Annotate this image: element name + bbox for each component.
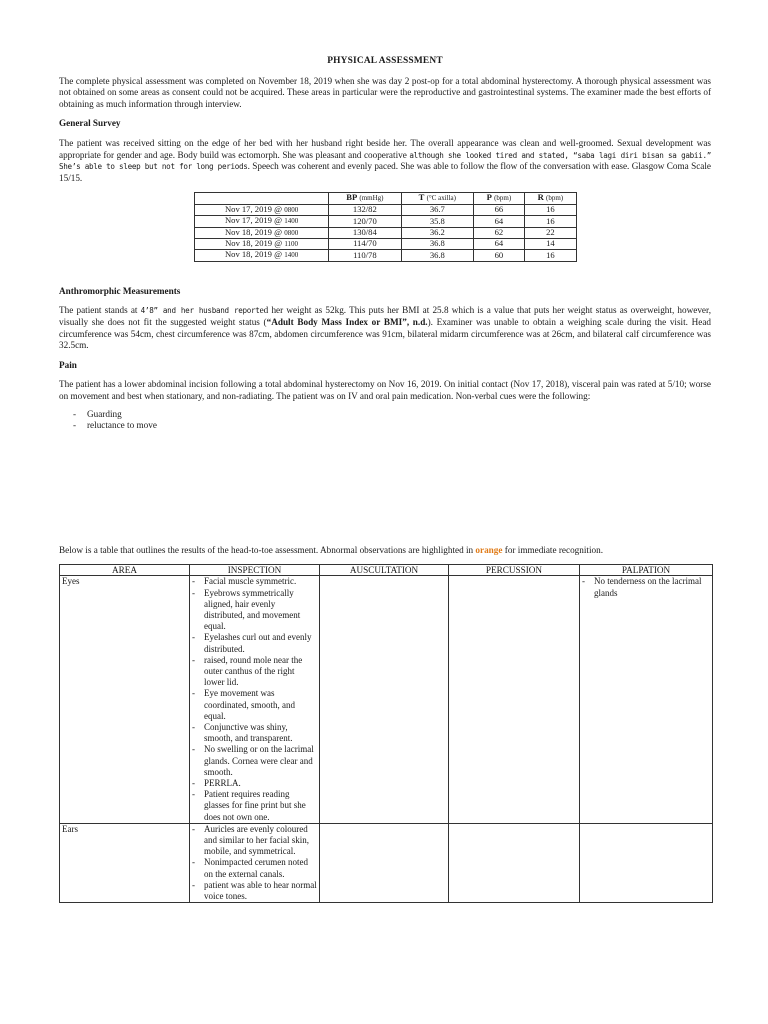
vitals-bp: 120/70 <box>329 216 401 227</box>
vitals-temp: 36.7 <box>401 204 474 215</box>
pain-paragraph: The patient has a lower abdominal incision following a total abdominal hysterectomy on Nov 16, 2019. On initial contact (Nov 17, 2018), visceral pain was rated at 5/10; worse on movement and best when stationary, and non-radiating. The patient was on IV and oral pain medication. Non-verbal cues were the following: <box>59 379 711 401</box>
vitals-row <box>195 238 577 249</box>
head-to-toe-table <box>59 564 713 903</box>
vitals-pulse: 64 <box>474 216 525 227</box>
palpation-cell <box>580 823 713 902</box>
vitals-row <box>195 250 577 261</box>
vitals-temp: 36.8 <box>401 250 474 261</box>
inspection-cell <box>190 823 320 902</box>
vitals-resp: 16 <box>524 250 576 261</box>
percussion-cell <box>449 576 580 823</box>
header-inspection: INSPECTION <box>190 565 320 576</box>
list-item: - Nonimpacted cerumen noted on the external canals. <box>192 857 317 879</box>
header-area: AREA <box>60 565 190 576</box>
vitals-datetime: Nov 18, 2019 @ 0800 <box>195 227 329 238</box>
list-item: - No swelling or on the lacrimal glands. Cornea were clear and smooth. <box>192 744 317 778</box>
list-item: - reluctance to move <box>59 420 711 432</box>
list-item: - No tenderness on the lacrimal glands <box>582 576 710 598</box>
vitals-header-r: R (bpm) <box>524 193 576 204</box>
anthro-text-b: ed her weight as 52kg. This puts her BMI at 25.8 which is a value that puts her weight status as overweight, however, visually she does not fit the suggested weight status ( <box>59 305 711 327</box>
list-item: - Eye movement was coordinated, smooth, and equal. <box>192 688 317 722</box>
table-row <box>60 576 713 823</box>
pain-cues-list <box>59 409 711 432</box>
list-item: - Eyelashes curl out and evenly distributed. <box>192 632 317 654</box>
vitals-header-empty <box>195 193 329 204</box>
vitals-pulse: 66 <box>474 204 525 215</box>
list-item: - Facial muscle symmetric. <box>192 576 317 587</box>
palpation-cell <box>580 576 713 823</box>
vitals-datetime: Nov 18, 2019 @ 1100 <box>195 238 329 249</box>
assessment-intro-text-b: for immediate recognition. <box>502 544 603 555</box>
header-percussion: PERCUSSION <box>449 565 580 576</box>
vitals-pulse: 62 <box>474 227 525 238</box>
anthro-reference: “Adult Body Mass Index or BMI”, n.d. <box>266 316 428 327</box>
general-survey-heading: General Survey <box>59 118 121 129</box>
auscultation-cell <box>320 576 449 823</box>
assessment-intro-text-a: Below is a table that outlines the results of the head-to-toe assessment. Abnormal observations are highlighted in <box>59 544 476 555</box>
vitals-table <box>194 192 577 261</box>
page-title: PHYSICAL ASSESSMENT <box>327 56 443 66</box>
vitals-resp: 16 <box>524 204 576 215</box>
anthro-paragraph <box>59 305 711 351</box>
header-palpation: PALPATION <box>580 565 713 576</box>
assessment-header-row <box>60 565 713 576</box>
auscultation-cell <box>320 823 449 902</box>
vitals-resp: 14 <box>524 238 576 249</box>
table-row <box>60 823 713 902</box>
vitals-bp: 130/84 <box>329 227 401 238</box>
vitals-resp: 22 <box>524 227 576 238</box>
vitals-table-wrapper <box>59 192 711 261</box>
vitals-datetime: Nov 17, 2019 @ 0800 <box>195 204 329 215</box>
list-item: - PERRLA. <box>192 778 317 789</box>
vitals-row <box>195 204 577 215</box>
anthro-heading: Anthromorphic Measurements <box>59 285 181 296</box>
vitals-temp: 36.8 <box>401 238 474 249</box>
vitals-temp: 36.2 <box>401 227 474 238</box>
vitals-header-bp: BP (mmHg) <box>329 193 401 204</box>
percussion-cell <box>449 823 580 902</box>
list-item: - Patient requires reading glasses for fine print but she does not own one. <box>192 789 317 823</box>
vitals-datetime: Nov 18, 2019 @ 1400 <box>195 250 329 261</box>
pain-heading: Pain <box>59 359 77 370</box>
vitals-bp: 110/78 <box>329 250 401 261</box>
anthro-text-a: The patient stands at <box>59 305 141 316</box>
orange-highlight-word: orange <box>475 544 503 555</box>
blank-space <box>59 432 711 545</box>
vitals-header-p: P (bpm) <box>474 193 525 204</box>
general-survey-paragraph <box>59 138 711 184</box>
list-item: - Eyebrows symmetrically aligned, hair evenly distributed, and movement equal. <box>192 588 317 633</box>
vitals-row <box>195 227 577 238</box>
vitals-row <box>195 216 577 227</box>
area-cell: Eyes <box>60 576 190 823</box>
intro-paragraph: The complete physical assessment was completed on November 18, 2019 when she was day 2 post-op for a total abdominal hysterectomy. A thorough physical assessment was not obtained on some areas as consent could not be acquired. These areas in particular were the reproductive and gastrointestinal systems. The examiner made the best efforts of obtaining as much information through interview. <box>59 75 711 109</box>
vitals-datetime: Nov 17, 2019 @ 1400 <box>195 216 329 227</box>
list-item: - Auricles are evenly coloured and similar to her facial skin, mobile, and symmetrical. <box>192 824 317 858</box>
general-survey-text-a: The patient was received sitting on the edge of her bed with her husband right beside her. The overall appearance was clean and well-groomed. Sexual development was appropriate for gender and age. Body build was ectomorph. She was pleasant and cooperative <box>59 137 711 160</box>
list-item: - patient was able to hear normal voice tones. <box>192 880 317 902</box>
vitals-pulse: 64 <box>474 238 525 249</box>
general-survey-text-b: . Speech was coherent and evenly paced. She was able to follow the flow of the conversation with ease. Glasgow Coma Scale 15/15. <box>59 161 711 183</box>
inspection-cell <box>190 576 320 823</box>
vitals-header-t: T (°C axilla) <box>401 193 474 204</box>
list-item: - Guarding <box>59 409 711 421</box>
vitals-resp: 16 <box>524 216 576 227</box>
anthro-text-c: ). Examiner was unable to obtain a weighing scale during the visit. Head circumference was 54cm, chest circumference was 87cm, abdomen circumference was 91cm, bilateral midarm circumference was at 26cm, and bilateral calf circumference was 32.5cm. <box>59 316 712 351</box>
header-auscultation: AUSCULTATION <box>320 565 449 576</box>
vitals-bp: 132/82 <box>329 204 401 215</box>
general-survey-handwritten: although she looked tired and stated, “saba lagi diri bisan sa gabii.” She’s able to sleep but not for long periods <box>59 150 711 172</box>
list-item: - Conjunctive was shiny, smooth, and transparent. <box>192 722 317 744</box>
list-item: - raised, round mole near the outer canthus of the right lower lid. <box>192 655 317 689</box>
vitals-bp: 114/70 <box>329 238 401 249</box>
anthro-handwritten: 4’8” and her husband report <box>140 306 260 316</box>
vitals-pulse: 60 <box>474 250 525 261</box>
vitals-temp: 35.8 <box>401 216 474 227</box>
vitals-header-row <box>195 193 577 204</box>
area-cell: Ears <box>60 823 190 902</box>
assessment-intro <box>59 545 711 557</box>
document-page <box>59 56 711 903</box>
